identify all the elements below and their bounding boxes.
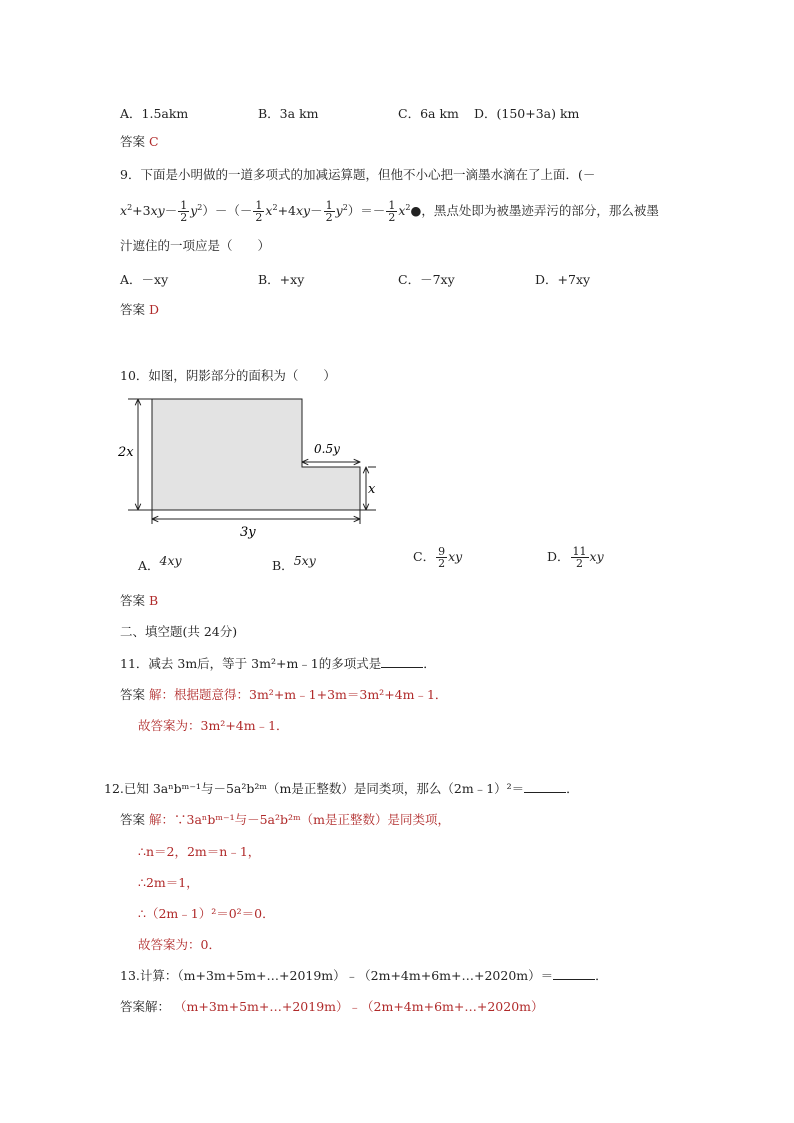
q10-option-d: D． $\frac{11}{2}$ xy — [547, 545, 604, 570]
q9-mid-text: 黑点处即为被墨迹弄污的部分，那么被墨 — [433, 203, 659, 218]
section-title: 二、填空题(共 24分) — [120, 624, 238, 639]
ink-blot-icon: ● — [410, 203, 422, 218]
q12-answer-label: 答案 — [120, 812, 146, 827]
q10-option-a: A．4xy — [138, 553, 182, 573]
q8-option-d: D．(150+3a) km — [474, 106, 580, 121]
q10-option-b: B．5xy — [272, 553, 316, 573]
q8-answer-label: 答案 — [120, 134, 146, 149]
q12-answer-line5: 故答案为：0． — [138, 937, 221, 952]
q13-answer-label: 答案解： — [120, 999, 171, 1014]
q11-answer-label: 答案 — [120, 687, 146, 702]
q12-answer — [120, 810, 450, 830]
q9-option-b: B．+xy — [258, 272, 305, 287]
q8-option-a: A．1.5akm — [120, 106, 189, 121]
q11-answer-line2: 故答案为：3m²+4m﹣1． — [138, 718, 289, 733]
q13-answer — [120, 997, 544, 1017]
q9-question-line1: 9．下面是小明做的一道多项式的加减运算题，但他不小心把一滴墨水滴在了上面．(－ — [120, 167, 596, 182]
label-x: x — [368, 482, 376, 497]
q11-question: 11．减去 3m后，等于 3m²+m﹣1的多项式是 ． — [120, 656, 436, 671]
q13-question: 13.计算：（m+3m+5m+…+2019m）﹣（2m+4m+6m+…+2020m）＝ ． — [120, 968, 608, 983]
q12-answer-line1: 解：∵3aⁿbᵐ⁻¹与－5a²b²ᵐ（m是正整数）是同类项， — [149, 812, 451, 827]
q12-question: 12.已知 3aⁿbᵐ⁻¹与－5a²b²ᵐ（m是正整数）是同类项，那么（2m﹣1）²＝ ． — [104, 781, 579, 796]
q9-question-line2: $x^2+3xy-$ $\frac{1}{2}$ $y^2)-(-$ $\frac{1}{2}$ $x^2+4xy-$ $\frac{1}{2}$ $y^2)=-$ $\frac{1}{2}$ $x^2●$，黑点处即为被墨迹弄污的部分，那么被墨 — [120, 199, 659, 224]
q12-answer-line2: ∴n＝2，2m＝n﹣1， — [138, 844, 261, 859]
q9-answer-label: 答案 — [120, 302, 146, 317]
label-2x: 2x — [118, 445, 134, 460]
q10-question: 10．如图，阴影部分的面积为（ ） — [120, 368, 336, 383]
q9-question-line3: 汁遮住的一项应是（ ） — [120, 238, 271, 253]
q11-answer-line1: 解：根据题意得：3m²+m﹣1+3m＝3m²+4m﹣1． — [149, 687, 448, 702]
q9-option-c: C．－7xy — [398, 272, 455, 287]
answer-blank — [381, 655, 423, 668]
q10-answer-value: B — [149, 593, 159, 608]
q13-answer-line1: （m+3m+5m+…+2019m）﹣（2m+4m+6m+…+2020m） — [174, 999, 544, 1014]
answer-blank — [553, 967, 595, 980]
label-3y: 3y — [240, 525, 256, 540]
q10-answer — [120, 591, 158, 611]
q9-answer — [120, 300, 159, 320]
q12-answer-line4: ∴（2m﹣1）²＝0²＝0． — [138, 906, 275, 921]
q8-option-b: B．3a km — [258, 106, 319, 121]
answer-blank — [524, 780, 566, 793]
q8-answer-value: C — [149, 134, 159, 149]
q10-figure — [110, 392, 390, 542]
q9-option-d: D．+7xy — [535, 272, 591, 287]
q12-answer-line3: ∴2m＝1， — [138, 875, 199, 890]
q8-answer — [120, 132, 159, 152]
label-0-5y: 0.5y — [314, 442, 340, 456]
q10-answer-label: 答案 — [120, 593, 146, 608]
q8-option-c: C．6a km — [398, 106, 459, 121]
q10-option-c: C． $\frac{9}{2}$ xy — [413, 545, 463, 570]
q9-option-a: A．－xy — [120, 272, 169, 287]
q9-answer-value: D — [149, 302, 160, 317]
q11-answer — [120, 685, 447, 705]
